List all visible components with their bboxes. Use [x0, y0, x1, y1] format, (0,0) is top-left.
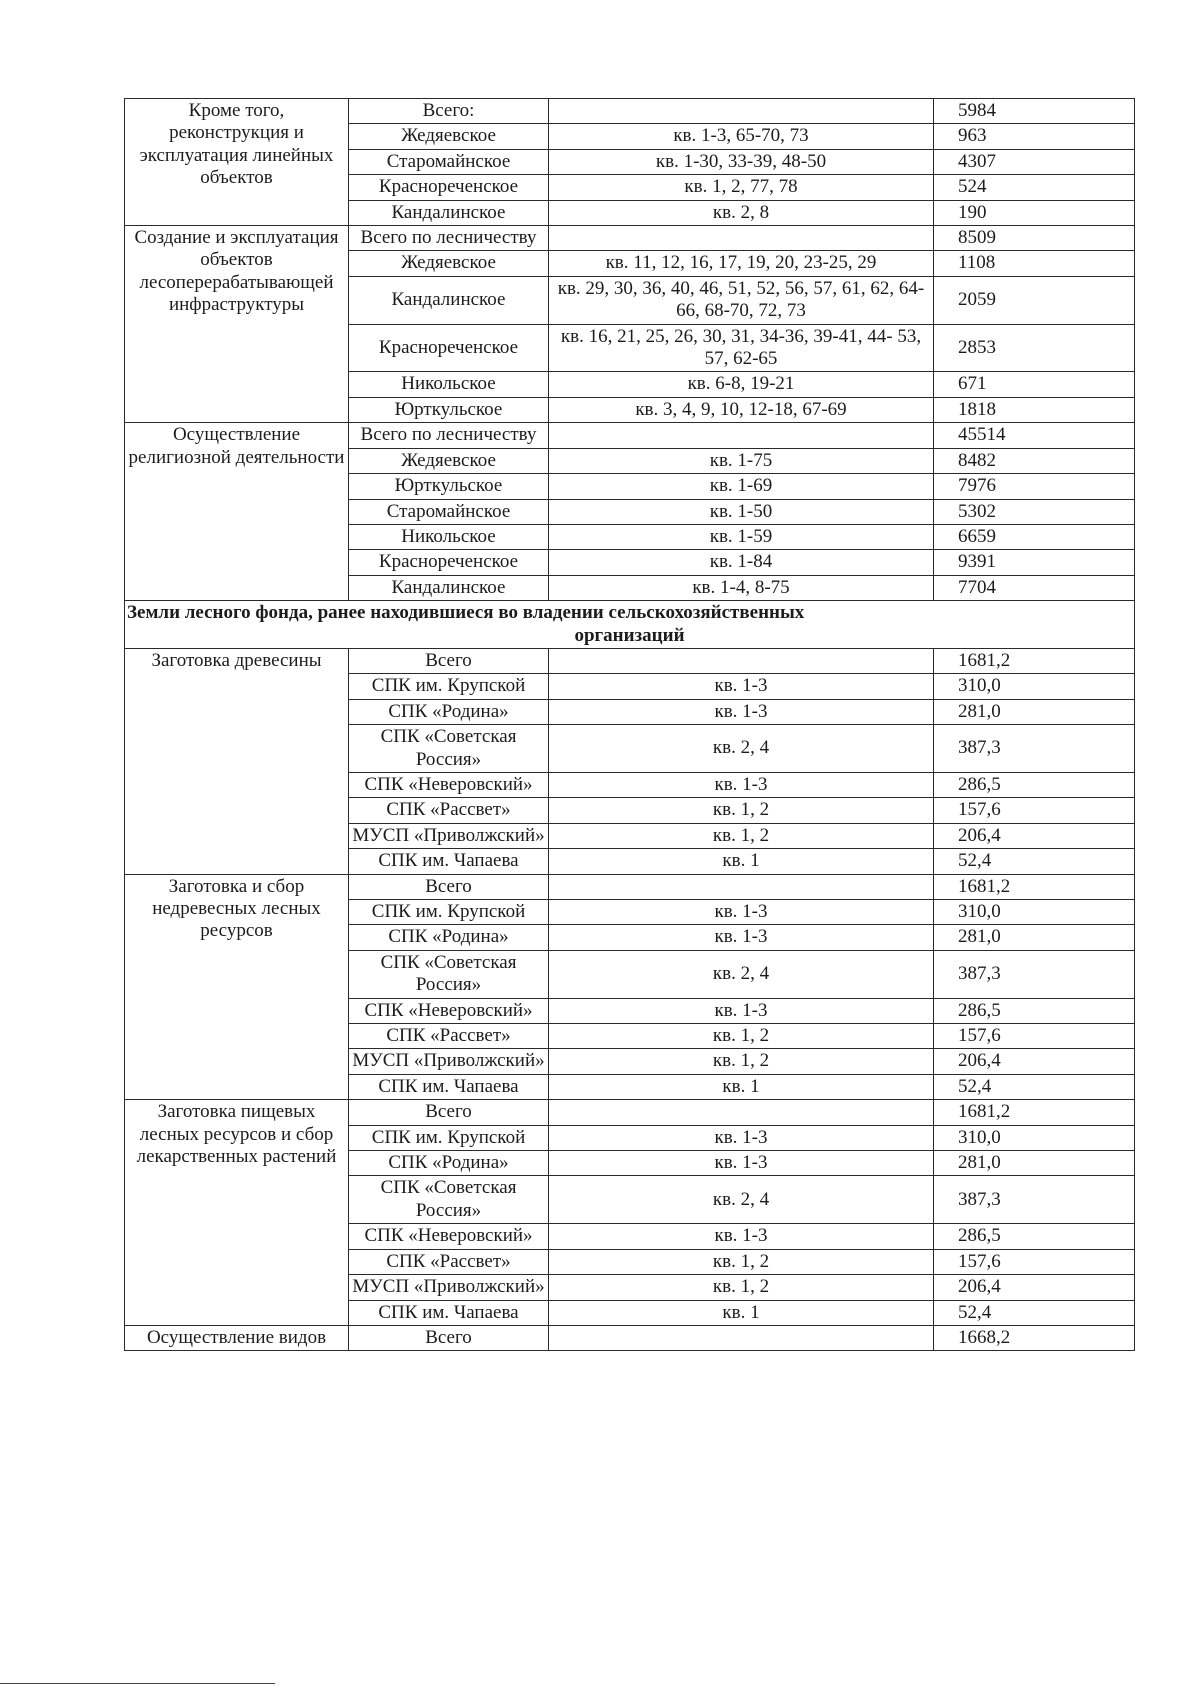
- forestry-cell: СПК им. Крупской: [349, 900, 549, 925]
- area-cell: 157,6: [934, 798, 1135, 823]
- activity-cell: Заготовка древесины: [125, 648, 349, 874]
- area-cell: 286,5: [934, 998, 1135, 1023]
- area-cell: 9391: [934, 550, 1135, 575]
- forestry-cell: СПК «Родина»: [349, 699, 549, 724]
- forestry-cell: Всего: [349, 1100, 549, 1125]
- area-cell: 1108: [934, 251, 1135, 276]
- quarters-cell: кв. 1-69: [549, 474, 934, 499]
- area-cell: 281,0: [934, 1151, 1135, 1176]
- table-row: [125, 1100, 1135, 1125]
- table-row: [125, 99, 1135, 124]
- area-cell: 963: [934, 124, 1135, 149]
- activity-cell: Осуществление видов: [125, 1325, 349, 1350]
- forestry-cell: МУСП «Приволжский»: [349, 1049, 549, 1074]
- quarters-cell: кв. 1: [549, 849, 934, 874]
- quarters-cell: кв. 1, 2: [549, 1024, 934, 1049]
- forestry-cell: СПК им. Чапаева: [349, 849, 549, 874]
- forestry-cell: СПК «Неверовский»: [349, 1224, 549, 1249]
- section-title-line2: организаций: [574, 624, 685, 646]
- area-cell: 206,4: [934, 1275, 1135, 1300]
- forestry-cell: СПК им. Крупской: [349, 674, 549, 699]
- quarters-cell: кв. 1-84: [549, 550, 934, 575]
- footer-line: [0, 1683, 275, 1684]
- area-cell: 286,5: [934, 1224, 1135, 1249]
- quarters-cell: кв. 2, 8: [549, 200, 934, 225]
- area-cell: 8509: [934, 226, 1135, 251]
- activity-cell: Осуществление религиозной деятельности: [125, 423, 349, 601]
- forestry-cell: Краснореченское: [349, 550, 549, 575]
- area-cell: 286,5: [934, 772, 1135, 797]
- area-cell: 1681,2: [934, 648, 1135, 673]
- section-title: [125, 601, 1135, 649]
- area-cell: 1668,2: [934, 1325, 1135, 1350]
- forestry-cell: Юрткульское: [349, 397, 549, 422]
- area-cell: 2853: [934, 324, 1135, 372]
- area-cell: 281,0: [934, 699, 1135, 724]
- quarters-cell: кв. 1-3: [549, 998, 934, 1023]
- area-cell: 6659: [934, 524, 1135, 549]
- area-cell: 5984: [934, 99, 1135, 124]
- quarters-cell: кв. 1-3: [549, 699, 934, 724]
- quarters-cell: кв. 1, 2: [549, 823, 934, 848]
- quarters-cell: кв. 6-8, 19-21: [549, 372, 934, 397]
- section-row: [125, 601, 1135, 649]
- quarters-cell: кв. 1-3: [549, 674, 934, 699]
- area-cell: 387,3: [934, 950, 1135, 998]
- quarters-cell: кв. 2, 4: [549, 1176, 934, 1224]
- forestry-cell: Всего: [349, 874, 549, 899]
- area-cell: 190: [934, 200, 1135, 225]
- forestry-cell: МУСП «Приволжский»: [349, 823, 549, 848]
- forestry-cell: Всего: [349, 648, 549, 673]
- quarters-cell: кв. 1-3, 65-70, 73: [549, 124, 934, 149]
- forestry-cell: СПК им. Чапаева: [349, 1074, 549, 1099]
- quarters-cell: кв. 3, 4, 9, 10, 12-18, 67-69: [549, 397, 934, 422]
- quarters-cell: кв. 1-3: [549, 1125, 934, 1150]
- quarters-cell: кв. 1-3: [549, 1151, 934, 1176]
- document-page: [124, 98, 1134, 1351]
- area-cell: 1818: [934, 397, 1135, 422]
- area-cell: 4307: [934, 149, 1135, 174]
- quarters-cell: кв. 1-3: [549, 925, 934, 950]
- forestry-cell: СПК «Неверовский»: [349, 772, 549, 797]
- area-cell: 7976: [934, 474, 1135, 499]
- forestry-cell: Никольское: [349, 372, 549, 397]
- forestry-cell: Кандалинское: [349, 276, 549, 324]
- quarters-cell: кв. 2, 4: [549, 950, 934, 998]
- forestry-cell: Всего по лесничеству: [349, 423, 549, 448]
- quarters-cell: кв. 1: [549, 1074, 934, 1099]
- quarters-cell: [549, 1325, 934, 1350]
- forestry-cell: СПК «Рассвет»: [349, 1024, 549, 1049]
- quarters-cell: кв. 1-4, 8-75: [549, 575, 934, 600]
- area-cell: 157,6: [934, 1024, 1135, 1049]
- area-cell: 310,0: [934, 674, 1135, 699]
- section-title-line1: Земли лесного фонда, ранее находившиеся во владении сельскохозяйственных: [127, 602, 805, 624]
- forestry-cell: СПК «Рассвет»: [349, 1249, 549, 1274]
- area-cell: 387,3: [934, 725, 1135, 773]
- forestry-cell: Юрткульское: [349, 474, 549, 499]
- area-cell: 671: [934, 372, 1135, 397]
- activity-cell: Кроме того, реконструкция и эксплуатация линейных объектов: [125, 99, 349, 226]
- area-cell: 52,4: [934, 1300, 1135, 1325]
- area-cell: 206,4: [934, 823, 1135, 848]
- forestry-cell: СПК «Родина»: [349, 925, 549, 950]
- area-cell: 387,3: [934, 1176, 1135, 1224]
- quarters-cell: кв. 1, 2, 77, 78: [549, 175, 934, 200]
- forestry-cell: СПК «Неверовский»: [349, 998, 549, 1023]
- activity-cell: Заготовка пищевых лесных ресурсов и сбор лекарственных растений: [125, 1100, 349, 1326]
- forestry-cell: Жедяевское: [349, 448, 549, 473]
- quarters-cell: кв. 1, 2: [549, 1275, 934, 1300]
- quarters-cell: [549, 226, 934, 251]
- forestry-cell: Жедяевское: [349, 124, 549, 149]
- quarters-cell: кв. 1-59: [549, 524, 934, 549]
- forestry-cell: Старомайнское: [349, 499, 549, 524]
- quarters-cell: кв. 1-3: [549, 772, 934, 797]
- forestry-cell: СПК «Советская Россия»: [349, 950, 549, 998]
- activity-cell: Создание и эксплуатация объектов лесоперерабатывающей инфраструктуры: [125, 226, 349, 423]
- table-row: [125, 874, 1135, 899]
- quarters-cell: кв. 1-75: [549, 448, 934, 473]
- area-cell: 524: [934, 175, 1135, 200]
- forestry-cell: Всего: [349, 1325, 549, 1350]
- table-row: [125, 1325, 1135, 1350]
- area-cell: 7704: [934, 575, 1135, 600]
- quarters-cell: кв. 1, 2: [549, 1049, 934, 1074]
- forestry-cell: Всего:: [349, 99, 549, 124]
- area-cell: 1681,2: [934, 1100, 1135, 1125]
- quarters-cell: [549, 648, 934, 673]
- forestry-cell: СПК «Советская Россия»: [349, 725, 549, 773]
- area-cell: 310,0: [934, 900, 1135, 925]
- table-row: [125, 648, 1135, 673]
- forestry-cell: Старомайнское: [349, 149, 549, 174]
- quarters-cell: кв. 16, 21, 25, 26, 30, 31, 34-36, 39-41, 44- 53, 57, 62-65: [549, 324, 934, 372]
- quarters-cell: кв. 1-3: [549, 900, 934, 925]
- area-cell: 310,0: [934, 1125, 1135, 1150]
- area-cell: 8482: [934, 448, 1135, 473]
- quarters-cell: кв. 1-30, 33-39, 48-50: [549, 149, 934, 174]
- quarters-cell: [549, 423, 934, 448]
- forestry-cell: СПК им. Крупской: [349, 1125, 549, 1150]
- area-cell: 5302: [934, 499, 1135, 524]
- quarters-cell: кв. 2, 4: [549, 725, 934, 773]
- forestry-cell: Краснореченское: [349, 324, 549, 372]
- forestry-cell: СПК «Родина»: [349, 1151, 549, 1176]
- quarters-cell: [549, 99, 934, 124]
- area-cell: 206,4: [934, 1049, 1135, 1074]
- forestry-cell: Кандалинское: [349, 575, 549, 600]
- area-cell: 1681,2: [934, 874, 1135, 899]
- forestry-cell: Жедяевское: [349, 251, 549, 276]
- forestry-cell: Краснореченское: [349, 175, 549, 200]
- area-cell: 45514: [934, 423, 1135, 448]
- table-row: [125, 226, 1135, 251]
- table-body: [125, 99, 1135, 1351]
- quarters-cell: кв. 1, 2: [549, 798, 934, 823]
- area-cell: 157,6: [934, 1249, 1135, 1274]
- land-use-table: [124, 98, 1135, 1351]
- quarters-cell: кв. 1, 2: [549, 1249, 934, 1274]
- quarters-cell: кв. 1-3: [549, 1224, 934, 1249]
- forestry-cell: СПК им. Чапаева: [349, 1300, 549, 1325]
- forestry-cell: СПК «Рассвет»: [349, 798, 549, 823]
- quarters-cell: кв. 11, 12, 16, 17, 19, 20, 23-25, 29: [549, 251, 934, 276]
- quarters-cell: [549, 874, 934, 899]
- forestry-cell: Никольское: [349, 524, 549, 549]
- quarters-cell: кв. 29, 30, 36, 40, 46, 51, 52, 56, 57, 61, 62, 64-66, 68-70, 72, 73: [549, 276, 934, 324]
- area-cell: 2059: [934, 276, 1135, 324]
- quarters-cell: кв. 1-50: [549, 499, 934, 524]
- activity-cell: Заготовка и сбор недревесных лесных ресурсов: [125, 874, 349, 1100]
- forestry-cell: СПК «Советская Россия»: [349, 1176, 549, 1224]
- area-cell: 52,4: [934, 1074, 1135, 1099]
- area-cell: 52,4: [934, 849, 1135, 874]
- forestry-cell: Кандалинское: [349, 200, 549, 225]
- table-row: [125, 423, 1135, 448]
- area-cell: 281,0: [934, 925, 1135, 950]
- quarters-cell: кв. 1: [549, 1300, 934, 1325]
- forestry-cell: Всего по лесничеству: [349, 226, 549, 251]
- forestry-cell: МУСП «Приволжский»: [349, 1275, 549, 1300]
- quarters-cell: [549, 1100, 934, 1125]
